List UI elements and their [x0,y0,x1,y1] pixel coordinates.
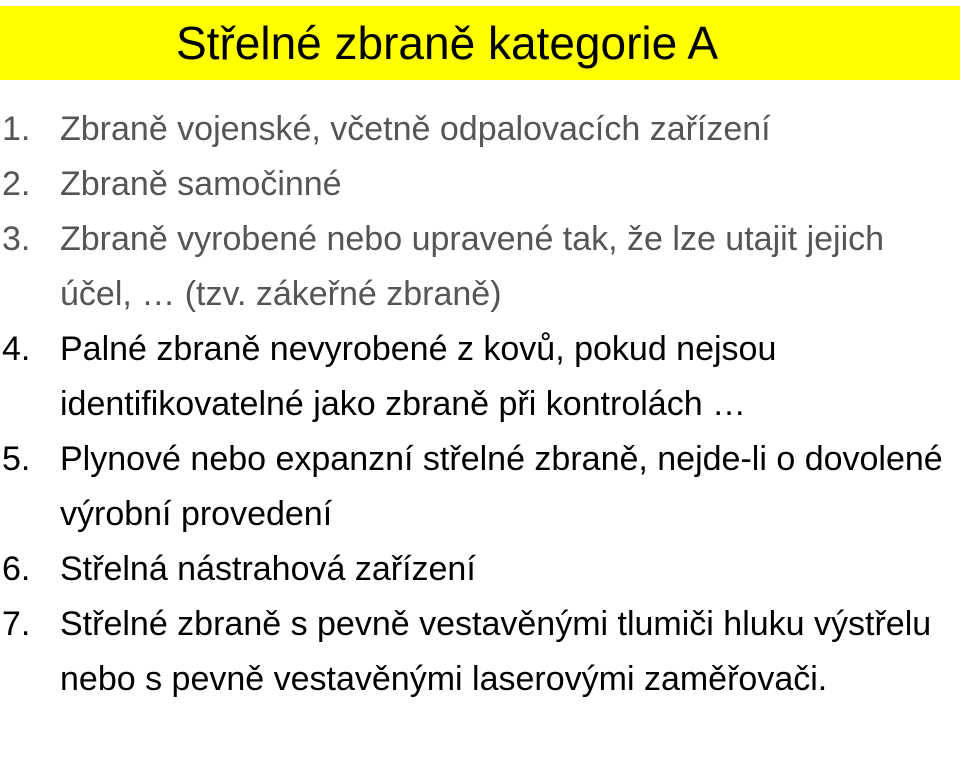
list-item [0,102,960,157]
list-item-number: 3. [2,220,31,258]
list-item-text: Zbraně samočinné [60,165,342,203]
list-item-text: Palné zbraně nevyrobené z kovů, pokud nejsou identifikovatelné jako zbraně při kontrolách … [60,330,777,423]
list-item-text: Střelné zbraně s pevně vestavěnými tlumiči hluku výstřelu nebo s pevně vestavěnými laserovými zaměřovači. [60,605,932,698]
list-item-number: 2. [2,165,31,203]
list-item-text: Plynové nebo expanzní střelné zbraně, nejde-li o dovolené výrobní provedení [60,440,943,533]
list-item-number: 4. [2,330,31,368]
list-item [0,542,960,597]
list-item-text: Zbraně vojenské, včetně odpalovacích zařízení [60,110,771,148]
list-item [0,432,960,542]
list-item [0,322,960,432]
list-item-number: 6. [2,550,31,588]
list-item [0,212,960,322]
list-item [0,157,960,212]
category-list [0,102,960,707]
list-item-number: 5. [2,440,31,478]
list-item-number: 1. [2,110,31,148]
list-item-number: 7. [2,605,31,643]
list-item-text: Zbraně vyrobené nebo upravené tak, že lze utajit jejich účel, … (tzv. zákeřné zbraně) [60,220,885,313]
title-banner [0,6,960,80]
list-item-text: Střelná nástrahová zařízení [60,550,476,588]
list-item [0,597,960,707]
slide-title: Střelné zbraně kategorie A [176,17,719,69]
